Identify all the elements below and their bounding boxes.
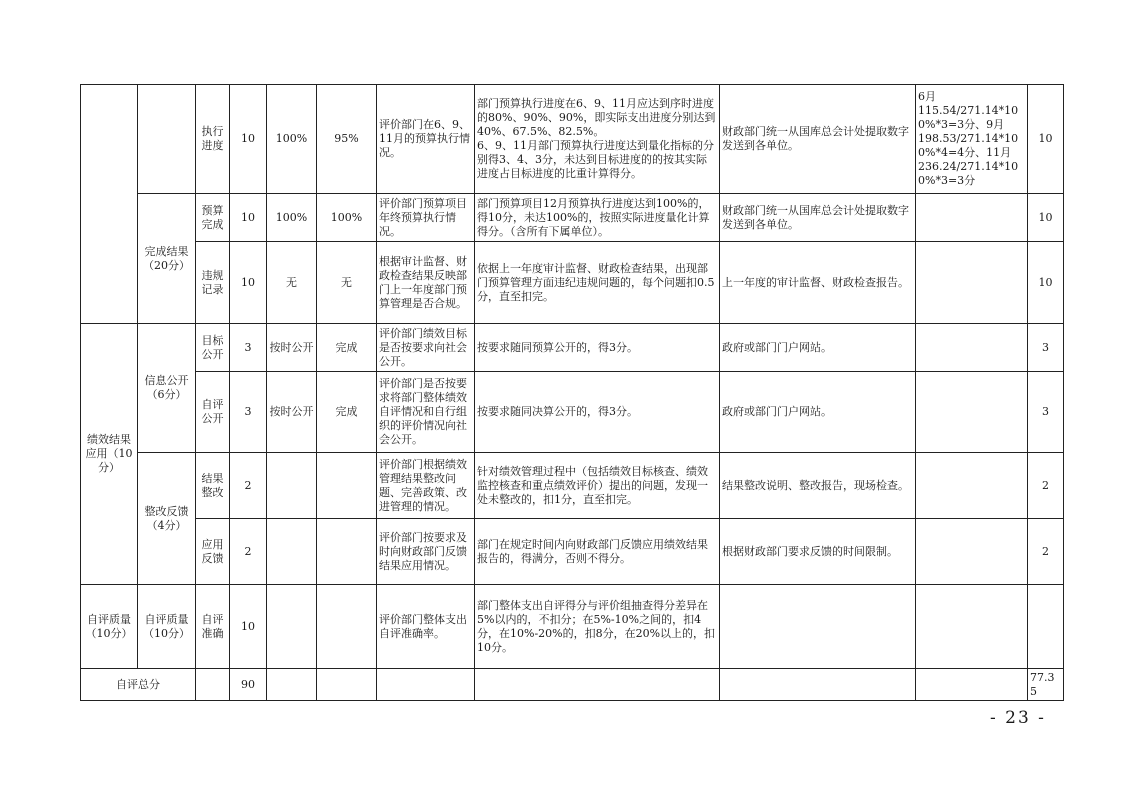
subcategory-cell: 自评质量（10分） bbox=[138, 585, 196, 669]
indicator-cell: 结果整改 bbox=[196, 453, 230, 519]
table-row bbox=[81, 85, 1064, 194]
calculation-cell bbox=[916, 194, 1028, 242]
actual-cell: 100% bbox=[317, 194, 377, 242]
empty-cell bbox=[196, 669, 230, 701]
indicator-cell: 执行进度 bbox=[196, 85, 230, 194]
subcategory-cell: 信息公开（6分） bbox=[138, 324, 196, 453]
score-cell: 10 bbox=[1028, 194, 1064, 242]
weight-cell: 3 bbox=[230, 372, 267, 453]
target-cell: 无 bbox=[267, 242, 317, 324]
standard-cell: 按要求随同决算公开的，得3分。 bbox=[475, 372, 720, 453]
source-cell: 政府或部门门户网站。 bbox=[720, 324, 916, 372]
weight-cell: 3 bbox=[230, 324, 267, 372]
actual-cell: 完成 bbox=[317, 372, 377, 453]
calculation-cell bbox=[916, 585, 1028, 669]
calculation-cell bbox=[916, 242, 1028, 324]
standard-cell: 针对绩效管理过程中（包括绩效目标核查、绩效监控核查和重点绩效评价）提出的问题，发现一处未整改的，扣1分，直至扣完。 bbox=[475, 453, 720, 519]
calculation-cell bbox=[916, 453, 1028, 519]
source-cell: 结果整改说明、整改报告，现场检查。 bbox=[720, 453, 916, 519]
weight-cell: 2 bbox=[230, 519, 267, 585]
table-row bbox=[81, 194, 1064, 242]
subcategory-cell: 完成结果（20分） bbox=[138, 194, 196, 324]
score-cell: 10 bbox=[1028, 242, 1064, 324]
empty-cell bbox=[916, 669, 1028, 701]
standard-cell: 按要求随同预算公开的，得3分。 bbox=[475, 324, 720, 372]
target-cell: 按时公开 bbox=[267, 324, 317, 372]
calculation-cell: 6月 115.54/271.14*100%*3=3分、9月 198.53/271.14*100%*4=4分、11月 236.24/271.14*100%*3=3分 bbox=[916, 85, 1028, 194]
weight-cell: 2 bbox=[230, 453, 267, 519]
indicator-cell: 自评公开 bbox=[196, 372, 230, 453]
table-row bbox=[81, 324, 1064, 372]
weight-cell: 10 bbox=[230, 242, 267, 324]
score-cell: 3 bbox=[1028, 372, 1064, 453]
source-cell: 财政部门统一从国库总会计处提取数字发送到各单位。 bbox=[720, 194, 916, 242]
empty-cell bbox=[267, 669, 317, 701]
calculation-cell bbox=[916, 519, 1028, 585]
target-cell bbox=[267, 585, 317, 669]
description-cell: 评价部门预算项目年终预算执行情况。 bbox=[377, 194, 475, 242]
indicator-cell: 自评准确 bbox=[196, 585, 230, 669]
description-cell: 评价部门绩效目标是否按要求向社会公开。 bbox=[377, 324, 475, 372]
score-cell bbox=[1028, 585, 1064, 669]
indicator-cell: 目标公开 bbox=[196, 324, 230, 372]
description-cell: 根据审计监督、财政检查结果反映部门上一年度部门预算管理是否合规。 bbox=[377, 242, 475, 324]
standard-cell: 部门整体支出自评得分与评价组抽查得分差异在5%以内的，不扣分；在5%-10%之间的，扣4分，在10%-20%的，扣8分，在20%以上的，扣10分。 bbox=[475, 585, 720, 669]
score-cell: 3 bbox=[1028, 324, 1064, 372]
calculation-cell bbox=[916, 372, 1028, 453]
subcategory-cell: 整改反馈（4分） bbox=[138, 453, 196, 585]
standard-cell: 部门预算项目12月预算执行进度达到100%的，得10分，未达100%的，按照实际进度量化计算得分。（含所有下属单位）。 bbox=[475, 194, 720, 242]
category-cell: 自评质量（10分） bbox=[81, 585, 138, 669]
description-cell: 评价部门根据绩效管理结果整改问题、完善政策、改进管理的情况。 bbox=[377, 453, 475, 519]
source-cell: 政府或部门门户网站。 bbox=[720, 372, 916, 453]
empty-cell bbox=[317, 669, 377, 701]
actual-cell bbox=[317, 585, 377, 669]
actual-cell: 无 bbox=[317, 242, 377, 324]
weight-cell: 10 bbox=[230, 585, 267, 669]
description-cell: 评价部门在6、9、11月的预算执行情况。 bbox=[377, 85, 475, 194]
category-cell bbox=[81, 85, 138, 324]
actual-cell bbox=[317, 519, 377, 585]
description-cell: 评价部门按要求及时向财政部门反馈结果应用情况。 bbox=[377, 519, 475, 585]
weight-cell: 10 bbox=[230, 85, 267, 194]
description-cell: 评价部门整体支出自评准确率。 bbox=[377, 585, 475, 669]
category-cell: 绩效结果应用（10分） bbox=[81, 324, 138, 585]
actual-cell: 完成 bbox=[317, 324, 377, 372]
weight-cell: 10 bbox=[230, 194, 267, 242]
target-cell: 100% bbox=[267, 85, 317, 194]
empty-cell bbox=[475, 669, 720, 701]
target-cell: 按时公开 bbox=[267, 372, 317, 453]
score-cell: 2 bbox=[1028, 519, 1064, 585]
standard-cell: 部门预算执行进度在6、9、11月应达到序时进度的80%、90%、90%，即实际支出进度分别达到40%、67.5%、82.5%。 6、9、11月部门预算执行进度达到量化指标的分别得3、4、3分，未达到目标进度的的按其实际进度占目标进度的比重计算得分。 bbox=[475, 85, 720, 194]
description-cell: 评价部门是否按要求将部门整体绩效自评情况和自行组织的评价情况向社会公开。 bbox=[377, 372, 475, 453]
total-label: 自评总分 bbox=[81, 669, 196, 701]
actual-cell: 95% bbox=[317, 85, 377, 194]
total-score: 77.35 bbox=[1028, 669, 1064, 701]
actual-cell bbox=[317, 453, 377, 519]
indicator-cell: 违规记录 bbox=[196, 242, 230, 324]
page-number: - 23 - bbox=[990, 708, 1046, 728]
score-cell: 10 bbox=[1028, 85, 1064, 194]
empty-cell bbox=[377, 669, 475, 701]
table-row bbox=[81, 242, 1064, 324]
target-cell bbox=[267, 519, 317, 585]
score-cell: 2 bbox=[1028, 453, 1064, 519]
subcategory-cell bbox=[138, 85, 196, 194]
table-row bbox=[81, 372, 1064, 453]
standard-cell: 部门在规定时间内向财政部门反馈应用绩效结果报告的，得满分，否则不得分。 bbox=[475, 519, 720, 585]
target-cell: 100% bbox=[267, 194, 317, 242]
table-row bbox=[81, 519, 1064, 585]
source-cell: 财政部门统一从国库总会计处提取数字发送到各单位。 bbox=[720, 85, 916, 194]
indicator-cell: 预算完成 bbox=[196, 194, 230, 242]
source-cell: 上一年度的审计监督、财政检查报告。 bbox=[720, 242, 916, 324]
target-cell bbox=[267, 453, 317, 519]
source-cell: 根据财政部门要求反馈的时间限制。 bbox=[720, 519, 916, 585]
table-row bbox=[81, 585, 1064, 669]
total-weight: 90 bbox=[230, 669, 267, 701]
table-row bbox=[81, 453, 1064, 519]
evaluation-table bbox=[80, 84, 1064, 701]
calculation-cell bbox=[916, 324, 1028, 372]
empty-cell bbox=[720, 669, 916, 701]
source-cell bbox=[720, 585, 916, 669]
indicator-cell: 应用反馈 bbox=[196, 519, 230, 585]
standard-cell: 依据上一年度审计监督、财政检查结果，出现部门预算管理方面违纪违规问题的，每个问题扣0.5分，直至扣完。 bbox=[475, 242, 720, 324]
total-row bbox=[81, 669, 1064, 701]
